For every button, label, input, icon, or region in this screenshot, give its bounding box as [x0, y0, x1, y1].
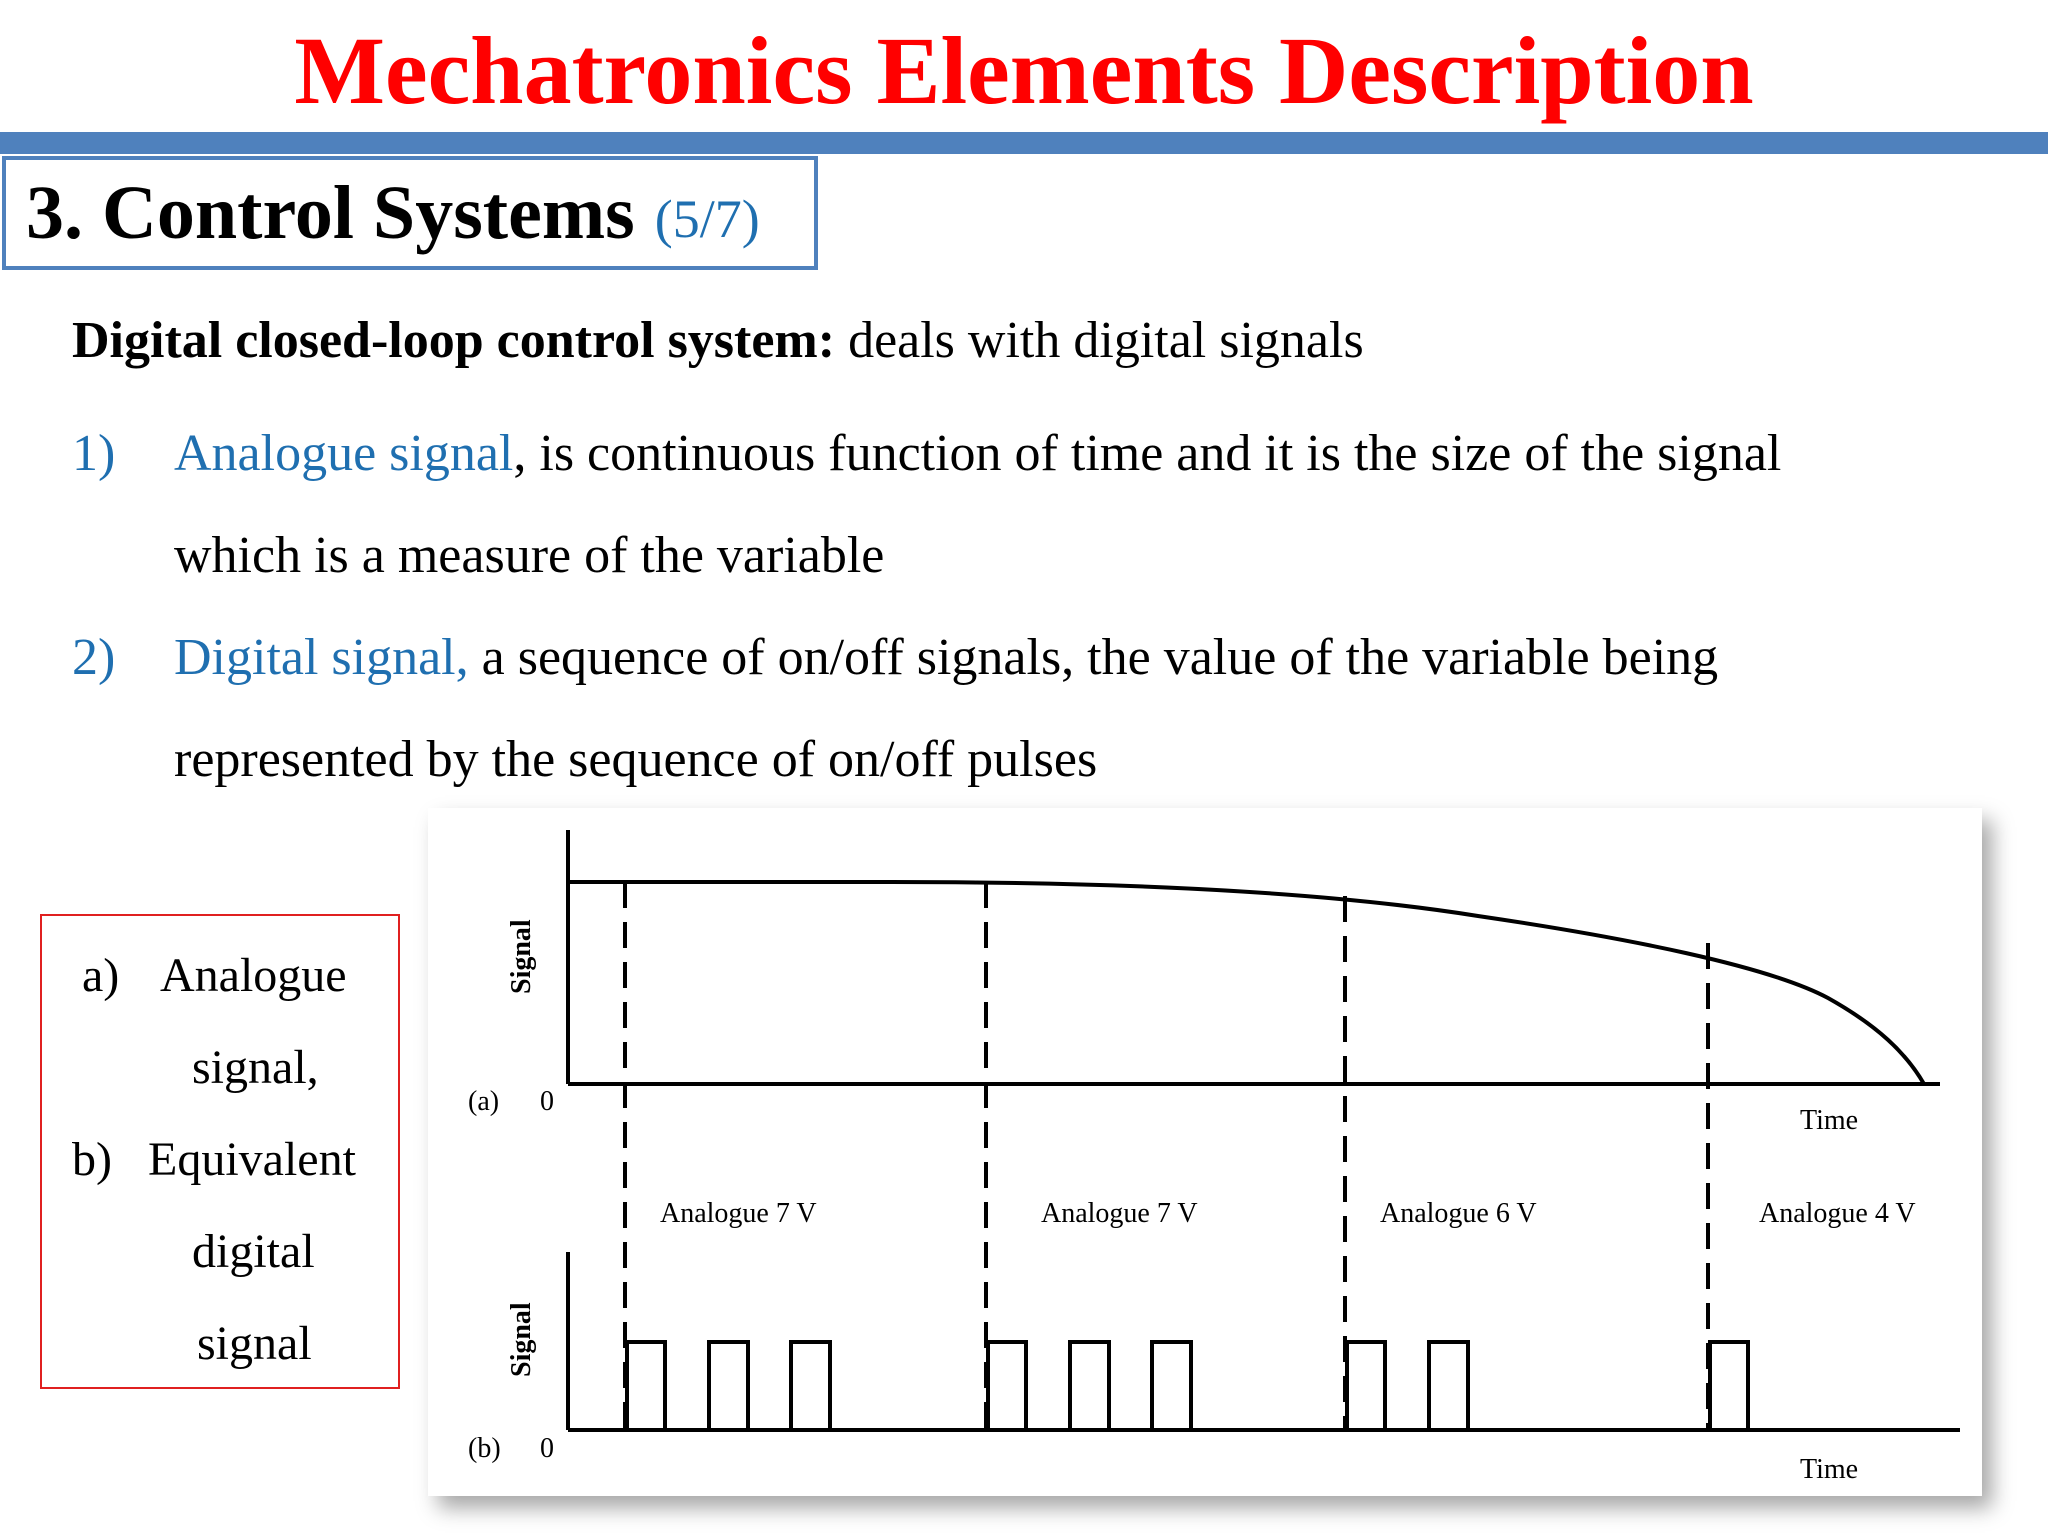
- panel-b-zero: 0: [540, 1433, 554, 1464]
- pulse: [988, 1342, 1026, 1430]
- legend-marker-b: b): [72, 1133, 112, 1186]
- list-text-continued: represented by the sequence of on/off pulses: [174, 731, 1098, 788]
- pulse: [1347, 1342, 1385, 1430]
- panel-b-ylabel: Signal: [506, 1302, 537, 1377]
- panel-a-label: (a): [468, 1086, 500, 1117]
- sample-label: Analogue 6 V: [1380, 1198, 1537, 1229]
- legend-b-line1: Equivalent: [148, 1133, 356, 1186]
- analogue-curve: [568, 882, 1924, 1084]
- legend-marker-a: a): [82, 949, 120, 1002]
- pulse: [1152, 1342, 1191, 1430]
- pulse: [1710, 1342, 1748, 1430]
- panel-a-xlabel: Time: [1800, 1105, 1859, 1136]
- pulse: [791, 1342, 830, 1430]
- section-header: [2, 156, 818, 270]
- figure-legend-box: [40, 914, 400, 1389]
- signal-figure: [428, 808, 1982, 1496]
- sample-label: Analogue 4 V: [1759, 1198, 1916, 1229]
- list-term: Analogue signal: [174, 425, 514, 482]
- intro-term: Digital closed-loop control system:: [72, 312, 836, 369]
- slide-title: Mechatronics Elements Description: [294, 17, 1754, 124]
- list-item: [72, 403, 1976, 607]
- legend-b-line3: signal: [197, 1317, 312, 1370]
- section-title: 3. Control Systems: [26, 171, 635, 255]
- intro-description: deals with digital signals: [835, 312, 1364, 369]
- panel-b-xlabel: Time: [1800, 1454, 1859, 1485]
- panel-a-ylabel: Signal: [506, 919, 537, 994]
- pulse: [1429, 1342, 1468, 1430]
- title-divider: [0, 132, 2048, 154]
- sample-label: Analogue 7 V: [660, 1198, 817, 1229]
- page-indicator: (5/7): [654, 189, 760, 249]
- legend-b-line2: digital: [192, 1225, 315, 1278]
- intro-text: [72, 306, 1364, 376]
- list-term: Digital signal,: [174, 629, 469, 686]
- panel-b-label: (b): [468, 1433, 501, 1464]
- legend-a-line2: signal,: [192, 1041, 319, 1094]
- list-text-continued: which is a measure of the variable: [174, 527, 885, 584]
- list-number: 2): [72, 629, 116, 686]
- pulse: [709, 1342, 748, 1430]
- panel-a-zero: 0: [540, 1086, 554, 1117]
- signal-diagram: [428, 808, 1982, 1496]
- list-text: , is continuous function of time and it is the size of the signal: [513, 425, 1782, 482]
- pulse: [1070, 1342, 1109, 1430]
- list-item: [72, 607, 1976, 811]
- pulse: [627, 1342, 665, 1430]
- list-number: 1): [72, 425, 116, 482]
- list-text: a sequence of on/off signals, the value of the variable being: [468, 629, 1719, 686]
- sample-label: Analogue 7 V: [1041, 1198, 1198, 1229]
- legend-a-line1: Analogue: [160, 949, 347, 1002]
